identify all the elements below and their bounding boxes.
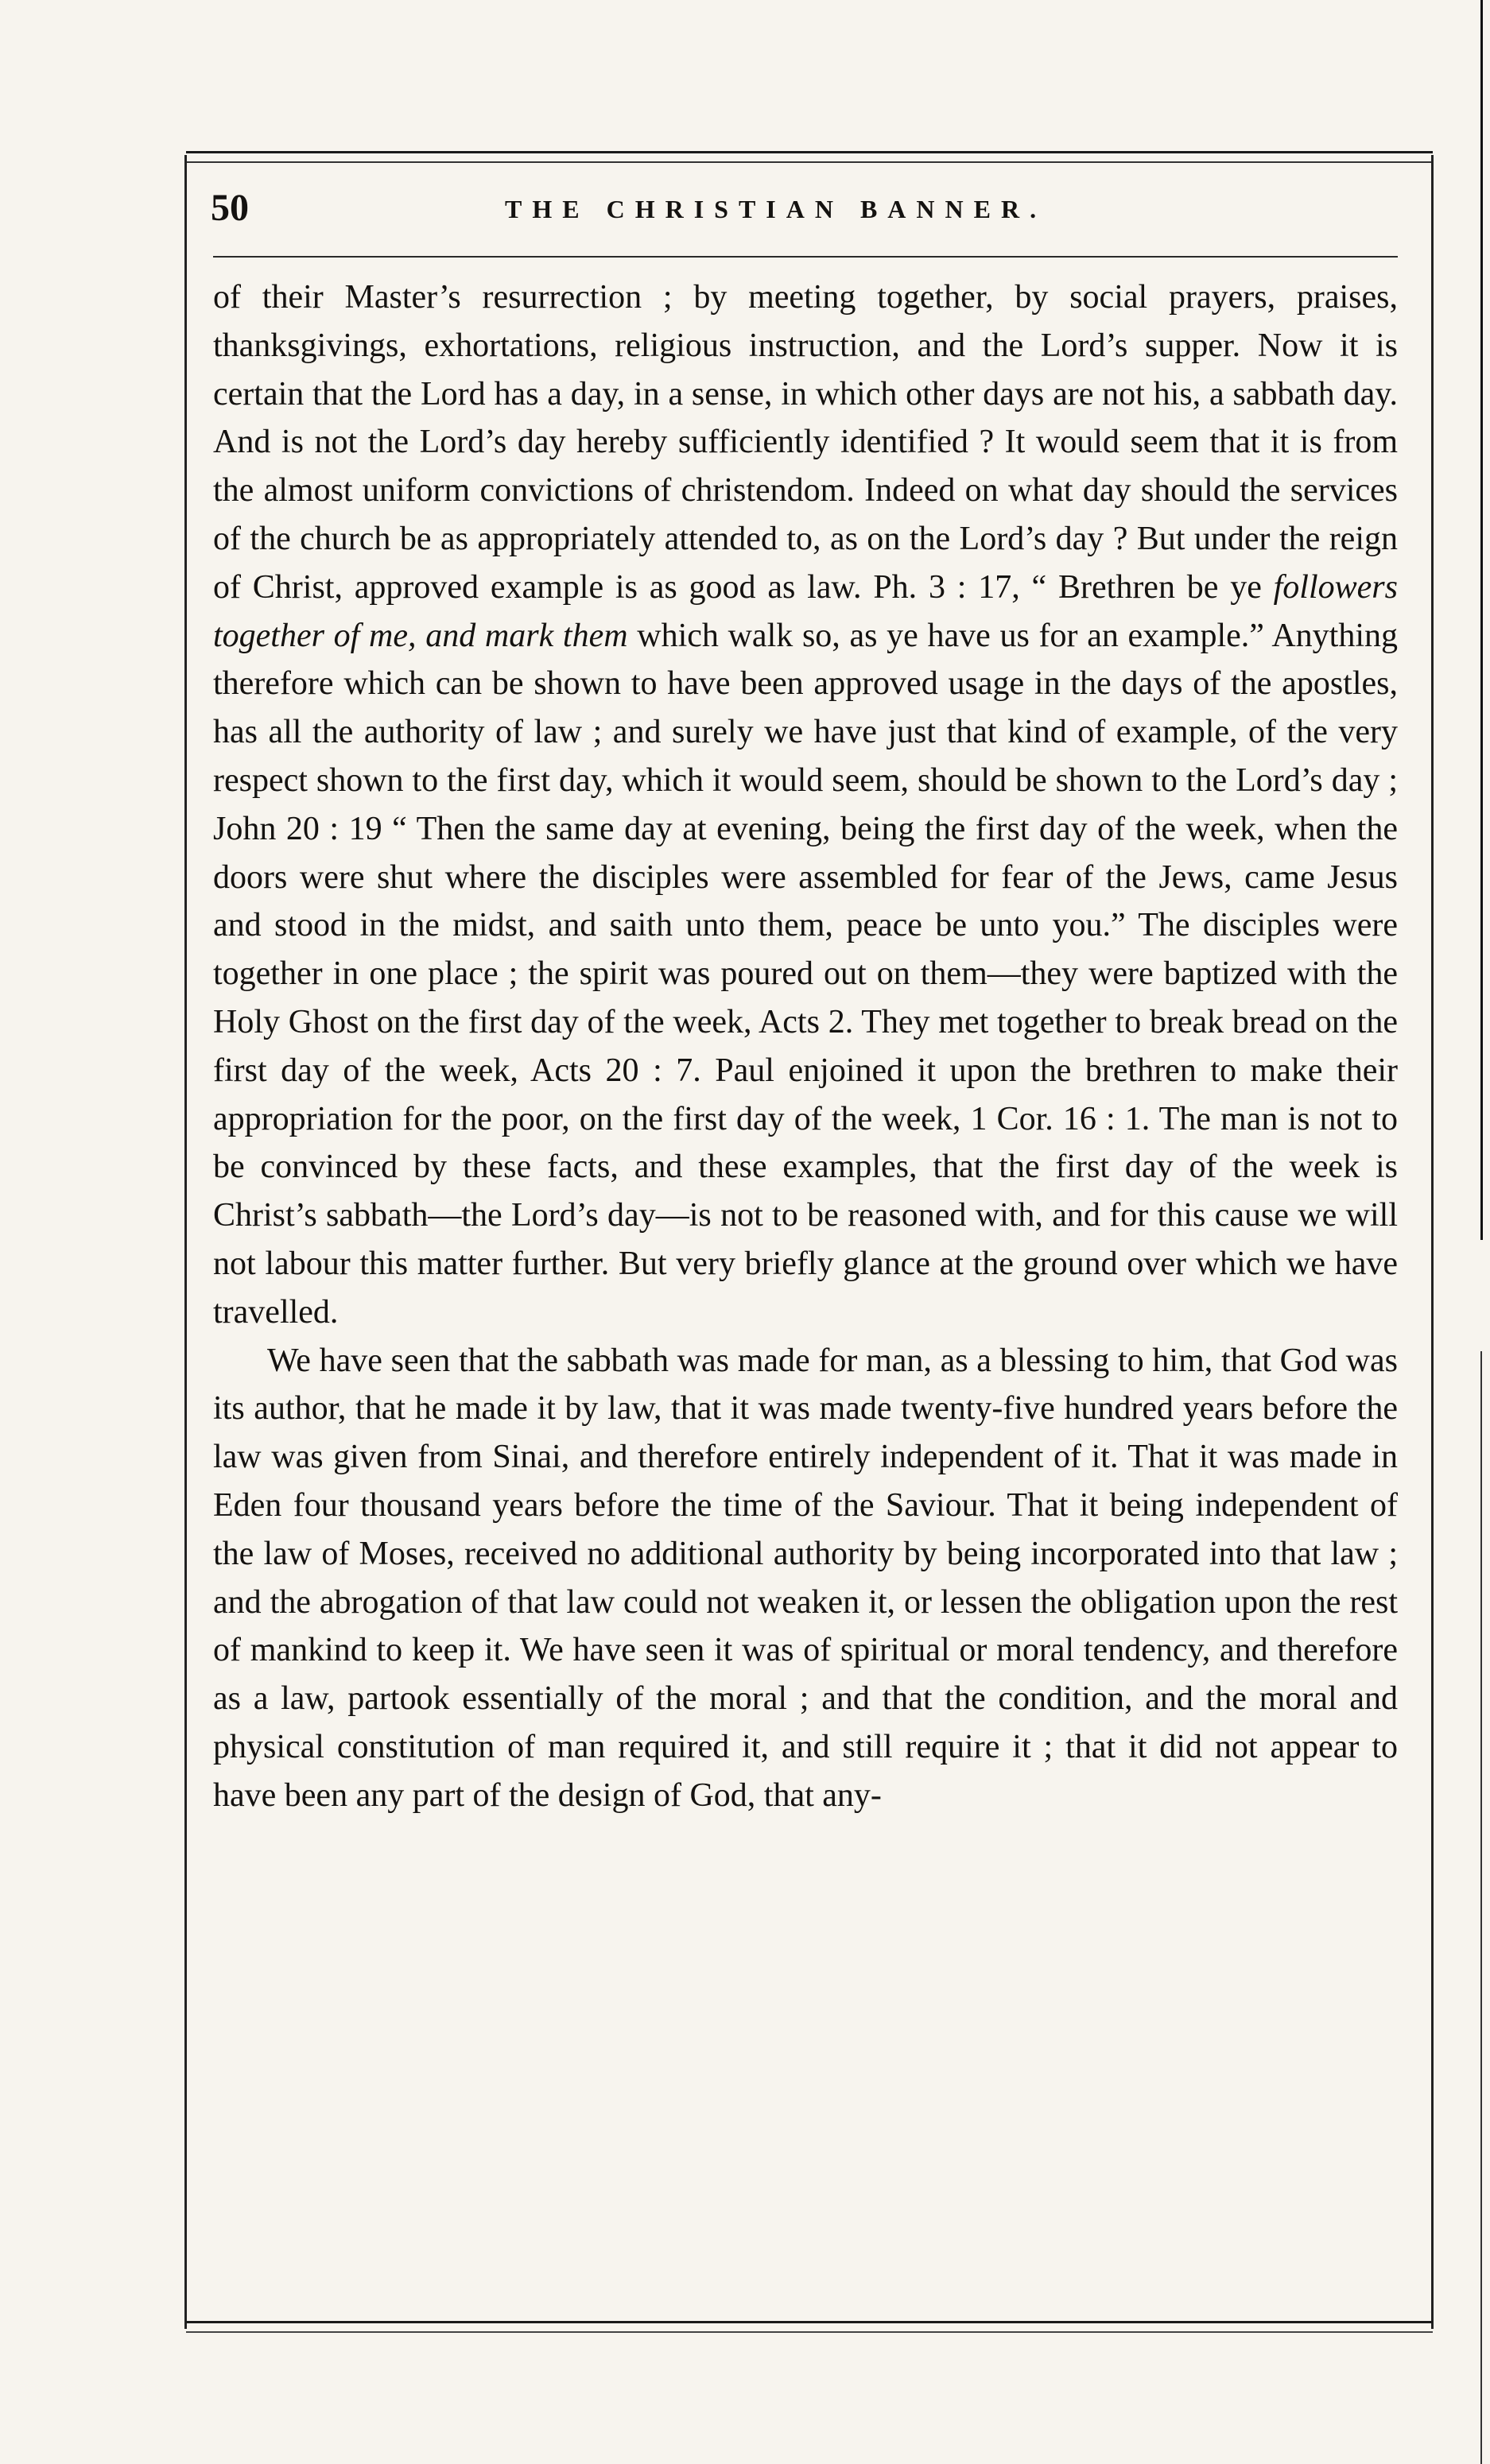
body-text [213,273,1398,1820]
page-edge-line-lower [1480,1351,1482,2464]
page-edge-line [1480,0,1483,1240]
paragraph-summary: We have seen that the sabbath was made for man, as a blessing to him, that God was its author, that he made it by law, that it was made twenty-five hundred years before the law was given from Sinai, and therefore entirely independent of it. That it was made in Eden four thousand years before the time of the Saviour. That it being independent of the law of Moses, received no additional authority by being incorporated into that law ; and the abrogation of that law could not weaken it, or lessen the obligation upon the rest of mankind to keep it. We have seen it was of spiritual or moral tendency, and therefore as a law, partook essentially of the moral ; and that the condition, and the moral and physical constitution of man required it, and still require it ; that it did not appear to have been any part of the design of God, that any- [213,1342,1398,1814]
header-rule [213,256,1398,258]
frame-right-border [1431,155,1434,2329]
page-number: 50 [211,187,249,229]
paragraph-1-part-a: of their Master’s resurrection ; by meeting together, by social prayers, praises, thanksgivings, exhortations, religious instruction, and the Lord’s supper. Now it is certain that the Lord has a day, in a sense, in which other days are not his, a sabbath day. And is not the Lord’s day hereby sufficiently identified ? It would seem that it is from the almost uniform convictions of christendom. Indeed on what day should the services of the church be as appropriately attended to, as on the Lord’s day ? But under the reign of Christ, approved example is as good as law. Ph. 3 : 17, “ Brethren be ye [213,279,1398,606]
frame-top-border [186,151,1433,163]
paragraph-1-part-b: which walk so, as ye have us for an example.” Anything therefore which can be shown to have been approved usage in the days of the apostles, has all the authority of law ; and surely we have just that kind of example, of the very respect shown to the first day, which it would seem, should be shown to the Lord’s day ; John 20 : 19 “ Then the same day at evening, being the first day of the week, when the doors were shut where the disciples were assembled for fear of the Jews, came Jesus and stood in the midst, and saith unto them, peace be unto you.” The disciples were together in one place ; the spirit was poured out on them—they were baptized with the Holy Ghost on the first day of the week, Acts 2. They met together to break bread on the first day of the week, Acts 20 : 7. Paul enjoined it upon the brethren to make their appropriation for the poor, on the first day of the week, 1 Cor. 16 : 1. The man is not to be convinced by these facts, and these examples, that the first day of the week is Christ’s sabbath—the Lord’s day—is not to be reasoned with, and for this cause we will not labour this matter further. But very briefly glance at the ground over which we have travelled. [213,617,1398,1331]
paragraph-continued [213,273,1398,1337]
frame-left-border [184,155,187,2329]
running-title: THE CHRISTIAN BANNER. [505,195,1047,223]
frame-bottom-border [186,2321,1433,2333]
page-header [211,184,1403,232]
paragraph-1-italic-quote: followers together of me, and mark them [213,568,1398,654]
